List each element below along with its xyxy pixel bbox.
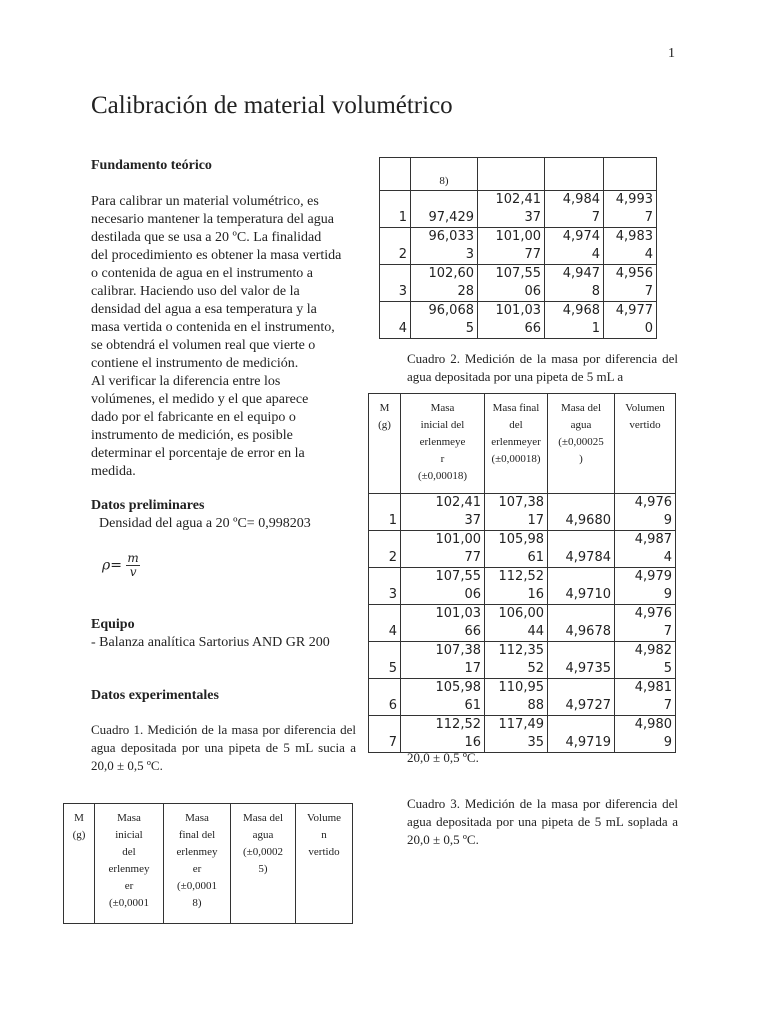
formula-fraction [126, 552, 139, 579]
table-cell: 107,55 06 [478, 265, 545, 302]
preliminares-heading: Datos preliminares [91, 498, 205, 513]
table-cell: 101,03 66 [478, 302, 545, 339]
table-row [369, 568, 676, 605]
fundamento-paragraph [91, 193, 356, 481]
table-row [369, 642, 676, 679]
table-cell: 101,03 66 [401, 605, 485, 642]
text-line: medida. [91, 464, 136, 479]
header-cell: Masa del agua (±0,0002 5) [231, 804, 296, 924]
table-cell: 4,956 7 [604, 265, 657, 302]
row-index: 1 [369, 494, 401, 531]
row-index: 2 [369, 531, 401, 568]
text-line: destilada que se usa a 20 ºC. La finalidad [91, 230, 322, 245]
table-cell: 4,981 7 [615, 679, 676, 716]
table-row [380, 265, 657, 302]
experimentales-heading: Datos experimentales [91, 688, 219, 703]
header-cell: Volumen vertido [615, 394, 676, 494]
header-cell: Masa final del erlenmey er (±0,0001 8) [164, 804, 231, 924]
row-index: 7 [369, 716, 401, 753]
table-cell: 4,977 0 [604, 302, 657, 339]
header-cell: Volume n vertido [296, 804, 353, 924]
table-cell: 4,9710 [548, 568, 615, 605]
table-cell: 4,9680 [548, 494, 615, 531]
text-line: calibrar. Haciendo uso del valor de la [91, 284, 300, 299]
table-continuation [379, 157, 657, 339]
table-cell: 4,9678 [548, 605, 615, 642]
table-cell: 107,55 06 [401, 568, 485, 605]
table-cell: 102,41 37 [478, 191, 545, 228]
table-cell: 106,00 44 [485, 605, 548, 642]
cuadro2-caption-end: 20,0 ± 0,5 ºC. [407, 750, 479, 765]
row-index: 2 [380, 228, 411, 265]
table-cell: 4,979 9 [615, 568, 676, 605]
table-cell: 4,983 4 [604, 228, 657, 265]
row-index: 6 [369, 679, 401, 716]
table-cell: 4,976 7 [615, 605, 676, 642]
text-line: instrumento de medición, es posible [91, 428, 293, 443]
table-cell: 101,00 77 [478, 228, 545, 265]
cuadro1-caption: Cuadro 1. Medición de la masa por diferencia del agua depositada por una pipeta de 5 mL sucia a 20,0 ± 0,5 ºC. [91, 722, 356, 773]
row-index: 3 [369, 568, 401, 605]
table-cell: 105,98 61 [401, 679, 485, 716]
cuadro2-caption: Cuadro 2. Medición de la masa por diferencia del agua depositada por una pipeta de 5 mL a [407, 351, 678, 384]
header-cell: Masa del agua (±0,00025 ) [548, 394, 615, 494]
text-line: del procedimiento es obtener la masa vertida [91, 248, 342, 263]
header-cell: Masa final del erlenmeyer (±0,00018) [485, 394, 548, 494]
table-cell: 96,068 5 [411, 302, 478, 339]
header-cell: M (g) [369, 394, 401, 494]
row-index: 4 [369, 605, 401, 642]
document-title: Calibración de material volumétrico [91, 92, 453, 119]
table-cell: 112,52 16 [485, 568, 548, 605]
table-cell: 97,429 [411, 191, 478, 228]
table-cell: 107,38 17 [485, 494, 548, 531]
table-cell: 4,976 9 [615, 494, 676, 531]
table-row [380, 191, 657, 228]
text-line: volúmenes, el medido y el que aparece [91, 392, 309, 407]
row-index: 5 [369, 642, 401, 679]
header-cell: Masa inicial del erlenmeye r (±0,00018) [401, 394, 485, 494]
table-cell: 107,38 17 [401, 642, 485, 679]
table-row [369, 494, 676, 531]
table-cell: 110,95 88 [485, 679, 548, 716]
text-line: determinar el porcentaje de error en la [91, 446, 305, 461]
table-cell: 4,9784 [548, 531, 615, 568]
formula-lhs: ρ= [102, 557, 122, 574]
table-cell: 112,52 16 [401, 716, 485, 753]
densidad-text: Densidad del agua a 20 ºC= 0,998203 [99, 516, 311, 531]
text-line: densidad del agua a esa temperatura y la [91, 302, 317, 317]
table-cell: 112,35 52 [485, 642, 548, 679]
table-cell: 96,033 3 [411, 228, 478, 265]
equipo-heading: Equipo [91, 617, 135, 632]
page-number: 1 [668, 46, 675, 61]
formula-numerator: m [127, 551, 139, 565]
header-cell: Masa inicial del erlenmey er (±0,0001 [95, 804, 164, 924]
table-cell: 102,41 37 [401, 494, 485, 531]
row-index: 1 [380, 191, 411, 228]
text-line: necesario mantener la temperatura del agua [91, 212, 334, 227]
table-cell: 4,968 1 [545, 302, 604, 339]
table-cell: 4,993 7 [604, 191, 657, 228]
table-cell: 117,49 35 [485, 716, 548, 753]
fundamento-heading: Fundamento teórico [91, 158, 212, 173]
text-line: dado por el fabricante en el equipo o [91, 410, 296, 425]
table-cell: 4,9735 [548, 642, 615, 679]
text-line: Al verificar la diferencia entre los [91, 374, 281, 389]
table-row [380, 228, 657, 265]
table-row [369, 531, 676, 568]
table-cell: 4,974 4 [545, 228, 604, 265]
text-line: se obtendrá el volumen real que vierte o [91, 338, 316, 353]
formula-denominator: v [129, 565, 137, 579]
table-cell: 4,980 9 [615, 716, 676, 753]
text-line: masa vertida o contenida en el instrumento, [91, 320, 335, 335]
table-cell: 102,60 28 [411, 265, 478, 302]
header-fragment: 8) [411, 158, 478, 191]
header-cell: M (g) [64, 804, 95, 924]
table-cell: 4,987 4 [615, 531, 676, 568]
table-cell: 4,9719 [548, 716, 615, 753]
table-row [369, 716, 676, 753]
table-cell: 4,9727 [548, 679, 615, 716]
table-cell: 4,947 8 [545, 265, 604, 302]
text-line: contiene el instrumento de medición. [91, 356, 299, 371]
cuadro3-caption: Cuadro 3. Medición de la masa por diferencia del agua depositada por una pipeta de 5 mL soplada a 20,0 ± 0,5 ºC. [407, 796, 678, 847]
table-cell: 101,00 77 [401, 531, 485, 568]
density-formula [102, 552, 140, 579]
equipo-item: - Balanza analítica Sartorius AND GR 200 [91, 635, 330, 650]
row-index: 4 [380, 302, 411, 339]
table-cell: 4,984 7 [545, 191, 604, 228]
table-row [369, 679, 676, 716]
table-row [380, 302, 657, 339]
text-line: o contenida de agua en el instrumento a [91, 266, 313, 281]
table-cuadro1 [63, 803, 353, 924]
row-index: 3 [380, 265, 411, 302]
table-cell: 4,982 5 [615, 642, 676, 679]
table-cell: 105,98 61 [485, 531, 548, 568]
text-line: Para calibrar un material volumétrico, es [91, 194, 319, 209]
table-row [369, 605, 676, 642]
table-cuadro2 [368, 393, 676, 753]
